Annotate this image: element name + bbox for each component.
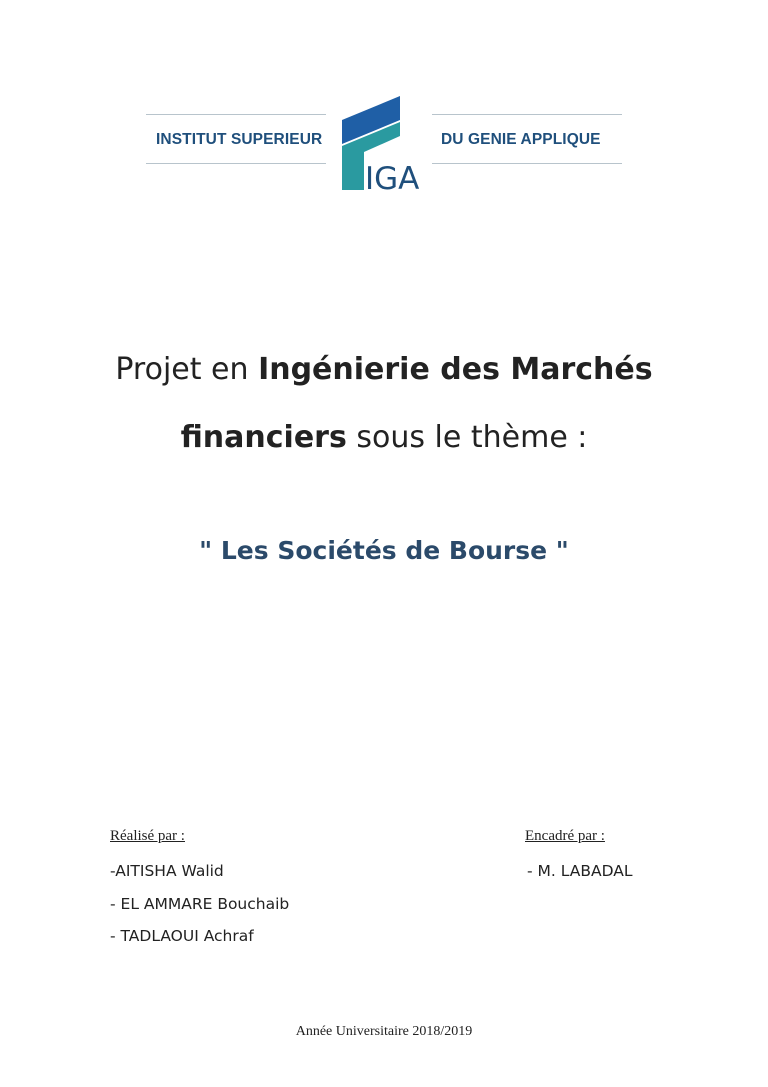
project-title-line-2: [0, 420, 768, 455]
iga-logo-icon: [336, 94, 432, 194]
supervisor: - M. LABADAL: [527, 862, 633, 880]
academic-year: Année Universitaire 2018/2019: [295, 1024, 473, 1039]
divider-left-bottom: [146, 163, 326, 164]
encadre-par-label: Encadré par :: [525, 828, 605, 844]
divider-right-top: [432, 114, 622, 115]
student-2: - EL AMMARE Bouchaib: [110, 895, 290, 913]
logo-text: IGA: [365, 161, 420, 194]
title-subject-end: financiers: [180, 420, 347, 455]
project-theme: " Les Sociétés de Bourse ": [199, 536, 569, 565]
student-3: - TADLAOUI Achraf: [110, 927, 254, 945]
institute-name-right: DU GENIE APPLIQUE: [441, 131, 601, 148]
divider-right-bottom: [432, 163, 622, 164]
title-subject: Ingénierie des Marchés: [258, 352, 653, 387]
divider-left-top: [146, 114, 326, 115]
title-suffix: sous le thème :: [346, 420, 588, 455]
institute-name-left: INSTITUT SUPERIEUR: [156, 131, 323, 148]
student-1: -AITISHA Walid: [110, 862, 224, 880]
project-title-line-1: [0, 352, 768, 387]
realise-par-label: Réalisé par :: [110, 828, 185, 844]
title-prefix: Projet en: [115, 352, 259, 387]
